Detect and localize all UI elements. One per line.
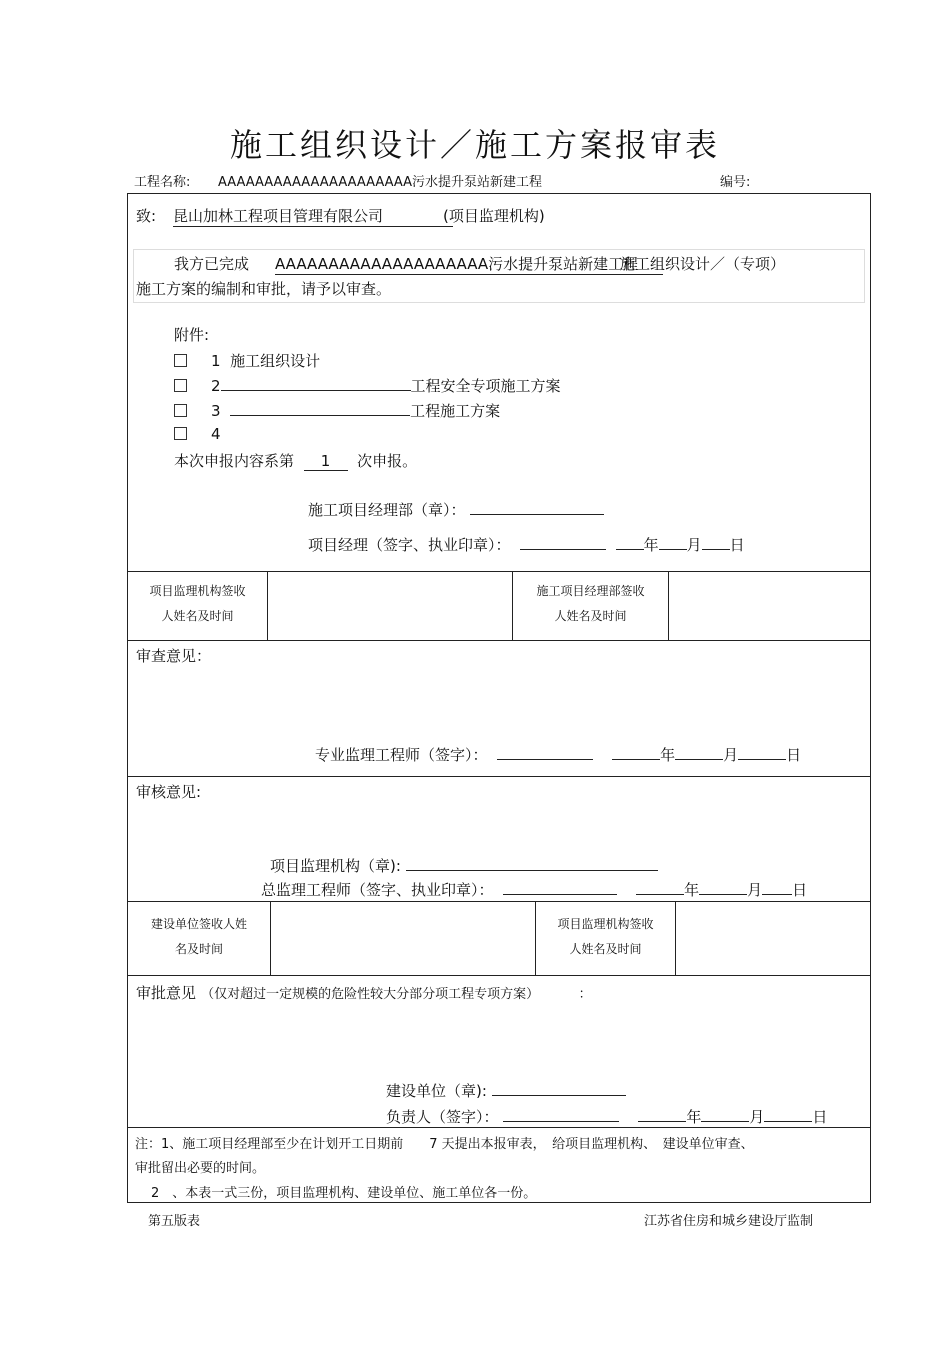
- intro-prefix: 我方已完成: [174, 255, 250, 273]
- owner-receipt-label: 建设单位签收人姓 名及时间: [150, 917, 247, 956]
- supervisor-org-suffix: (项目监理机构): [443, 207, 545, 225]
- number-label: 编号:: [720, 175, 751, 190]
- intro-project: AAAAAAAAAAAAAAAAAAAA污水提升泵站新建工程: [275, 253, 663, 275]
- to-prefix: 致:: [136, 207, 157, 225]
- supervisor-receipt-label-2: 项目监理机构签收 人姓名及时间: [557, 917, 654, 956]
- contractor-receipt-field[interactable]: [669, 572, 869, 640]
- divider: [127, 975, 870, 976]
- audit-org-stamp: 项目监理机构（章):: [270, 855, 658, 876]
- checkbox[interactable]: [174, 427, 187, 440]
- supervisor-receipt-field-2[interactable]: [676, 902, 869, 975]
- attachment-item: 3 工程施工方案: [174, 400, 500, 421]
- checkbox[interactable]: [174, 354, 187, 367]
- checkbox[interactable]: [174, 404, 187, 417]
- divider: [127, 776, 870, 777]
- blank-line: [406, 856, 658, 871]
- blank-line: [492, 1081, 626, 1096]
- project-manager-label: 项目经理（签字、执业印章）： 年 月 日: [308, 536, 745, 554]
- submission-times: 本次申报内容系第 1 次申报。: [174, 452, 418, 470]
- blank-line: [503, 1107, 619, 1122]
- intro-line2: 施工方案的编制和审批，请予以审查。: [136, 280, 392, 298]
- form-version: 第五版表: [148, 1214, 201, 1229]
- issuer: 江苏省住房和城乡建设厅监制: [644, 1214, 814, 1229]
- blank-line: [503, 880, 617, 895]
- chief-engineer-signature: 总监理工程师（签字、执业印章）： 年 月 日: [261, 881, 808, 899]
- approval-label: 审批意见 （仅对超过一定规模的危险性较大分部分项工程专项方案） ：: [136, 984, 592, 1002]
- blank-line: [230, 401, 410, 416]
- page-title: 施工组织设计／施工方案报审表: [229, 126, 720, 164]
- checkbox[interactable]: [174, 379, 187, 392]
- divider: [127, 1127, 870, 1128]
- project-name-value: AAAAAAAAAAAAAAAAAAAAA污水提升泵站新建工程: [218, 175, 542, 190]
- owner-receipt-field[interactable]: [271, 902, 535, 975]
- blank-line: [470, 500, 604, 515]
- owner-unit-stamp: 建设单位（章):: [386, 1080, 626, 1101]
- blank-line: [221, 376, 411, 391]
- attachment-item: 1 施工组织设计: [174, 350, 320, 371]
- contractor-receipt-label: 施工项目经理部签收 人姓名及时间: [536, 584, 645, 623]
- attachment-item: 4: [174, 425, 221, 443]
- note-line-1: 注：1、施工项目经理部至少在计划开工日期前 7 天提出本报审表， 给项目监理机构、 建设单位审查、: [135, 1137, 754, 1152]
- review-label: 审查意见：: [136, 647, 212, 665]
- owner-person-signature: 负责人（签字）： 年 月 日: [386, 1108, 828, 1126]
- supervisor-receipt-label: 项目监理机构签收 人姓名及时间: [149, 584, 246, 623]
- divider: [127, 640, 870, 641]
- attachment-item: 2 工程安全专项施工方案: [174, 375, 561, 396]
- note-line-2: 审批留出必要的时间。: [135, 1161, 266, 1176]
- intro-suffix: 施工组织设计／（专项）: [620, 255, 786, 273]
- audit-label: 审核意见:: [136, 783, 202, 801]
- note-line-3: 2 、本表一式三份，项目监理机构、建设单位、施工单位各一份。: [151, 1186, 537, 1201]
- review-signature: 专业监理工程师（签字）： 年 月 日: [315, 746, 802, 764]
- supervisor-receipt-field[interactable]: [268, 572, 512, 640]
- contractor-dept-label: 施工项目经理部（章）：: [308, 499, 604, 520]
- project-name-label: 工程名称:: [134, 175, 191, 190]
- blank-line: [497, 745, 593, 760]
- supervisor-org-name: 昆山加林工程项目管理有限公司: [173, 205, 453, 227]
- blank-line: [520, 535, 606, 550]
- attachments-label: 附件:: [174, 326, 210, 344]
- form-frame: [127, 193, 871, 1203]
